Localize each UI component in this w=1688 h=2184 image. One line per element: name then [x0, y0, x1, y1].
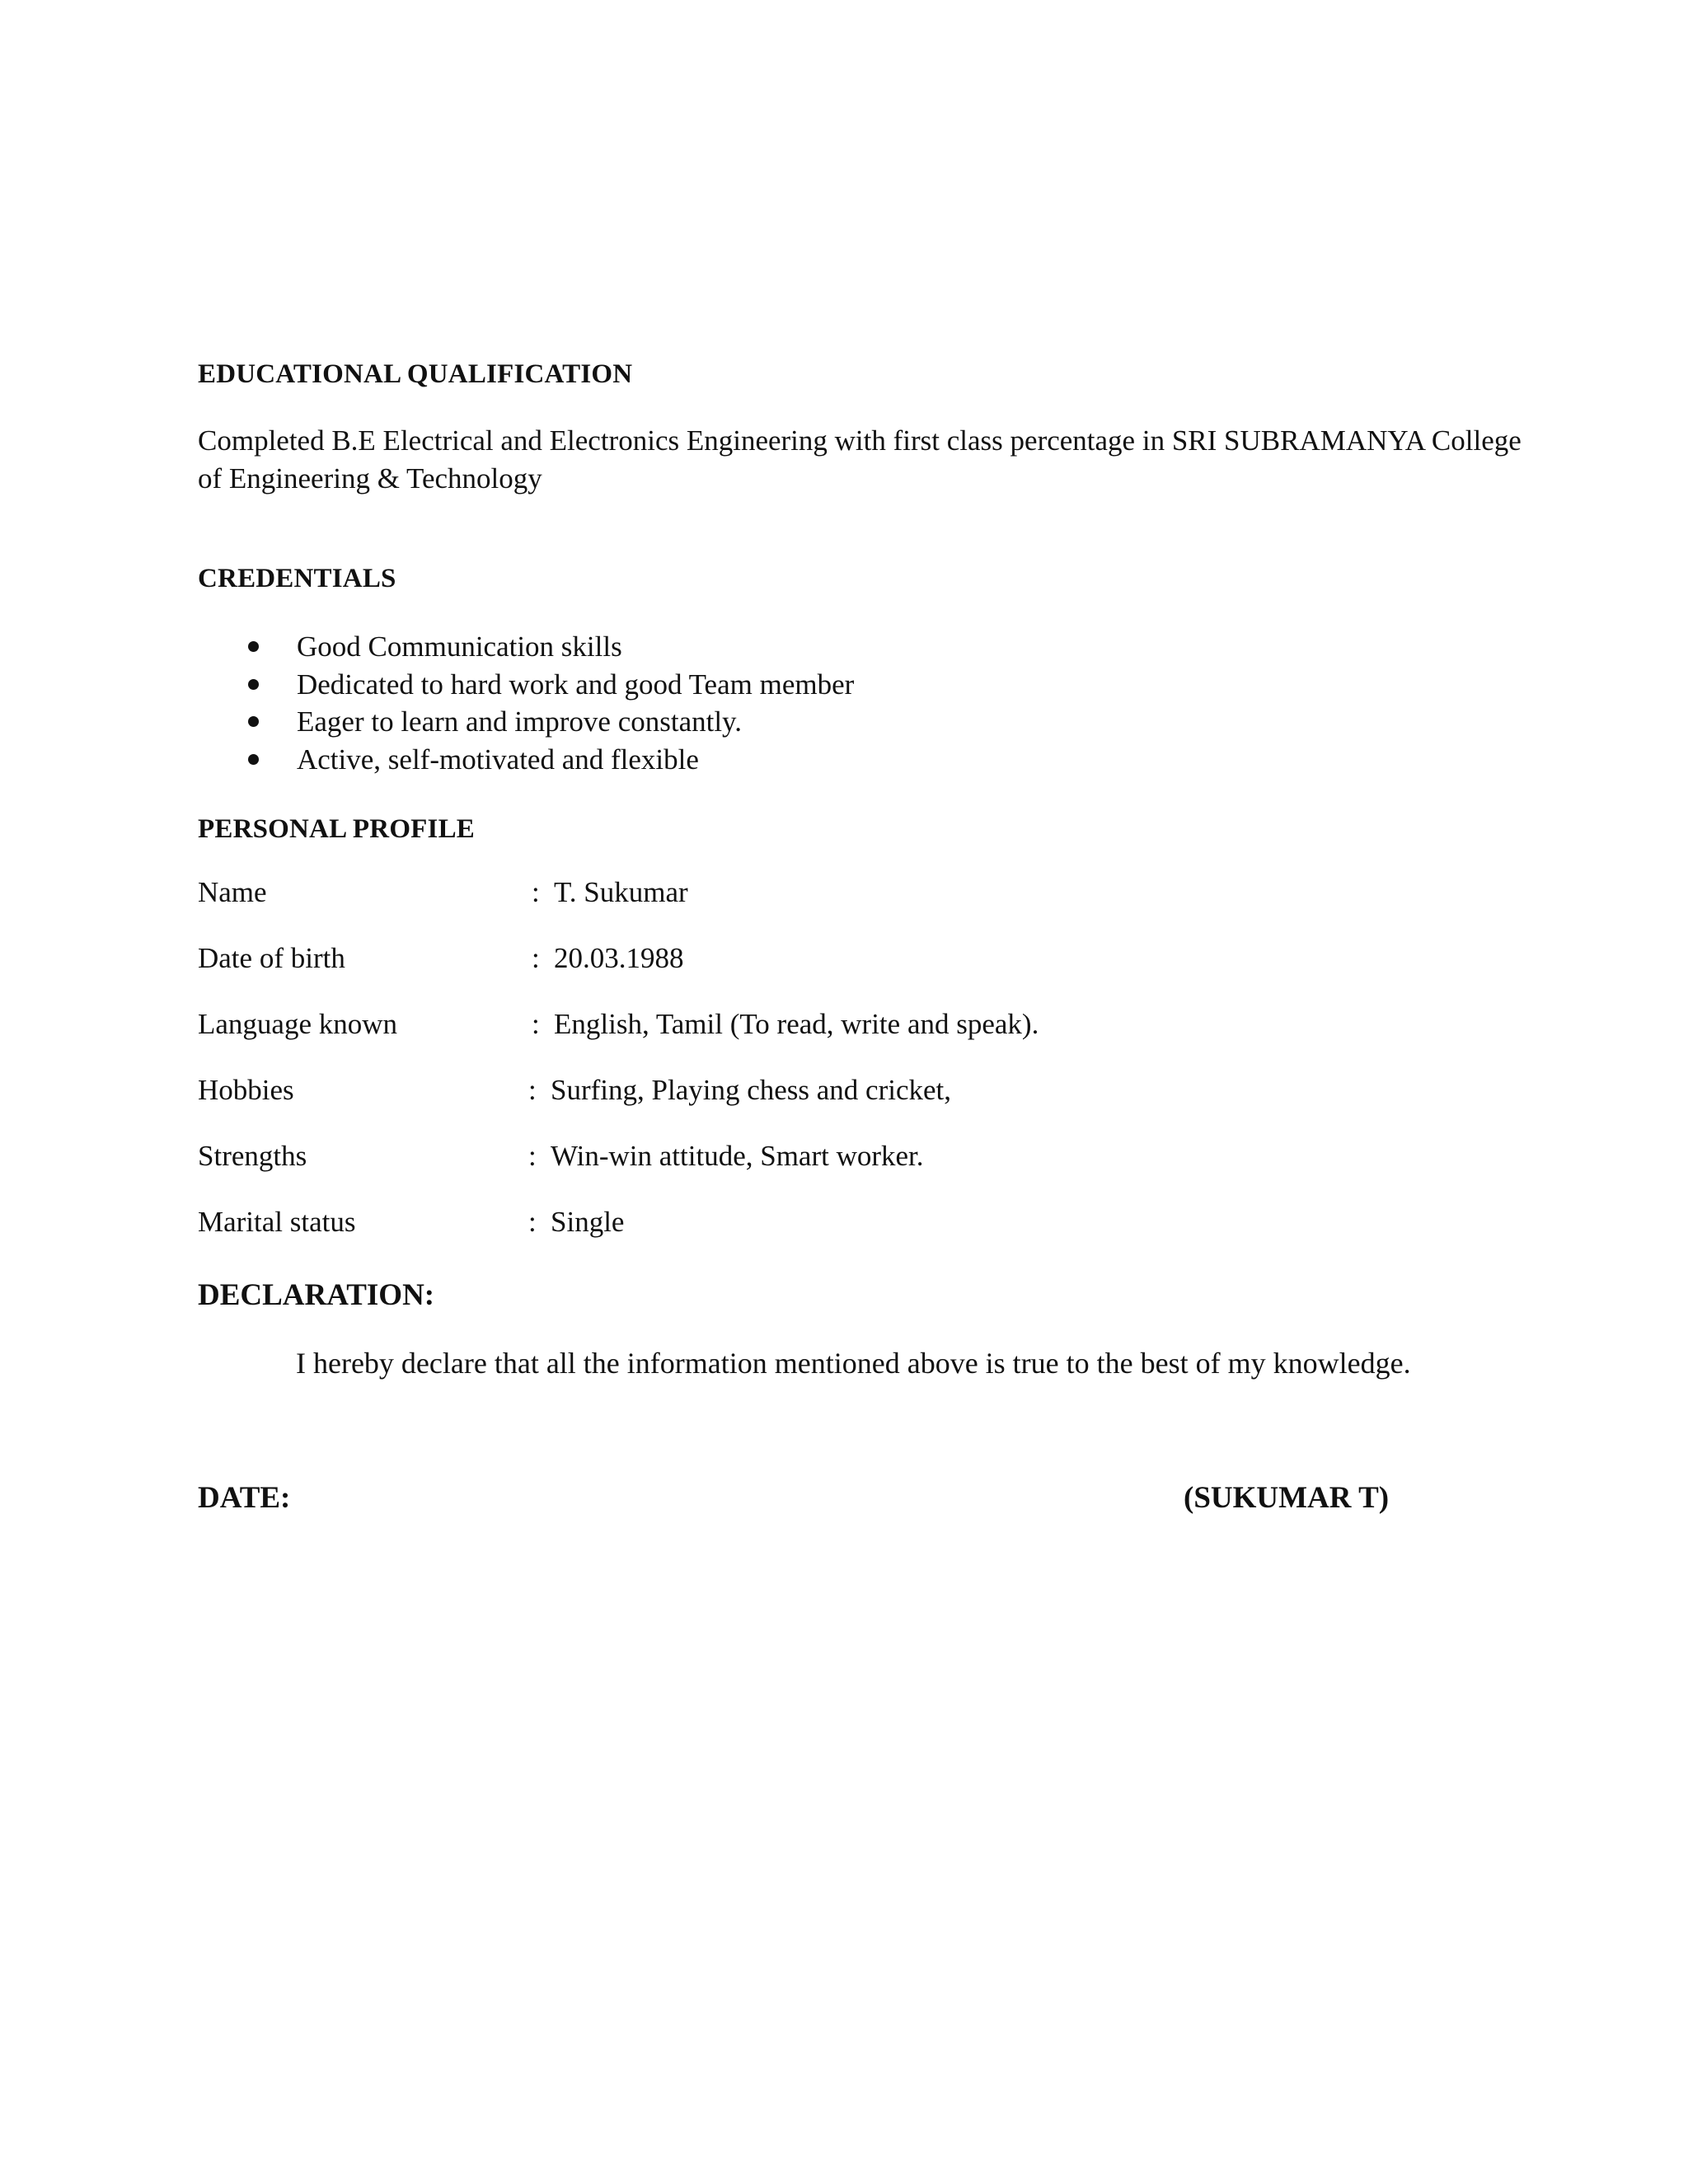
list-item	[198, 666, 854, 704]
profile-value: Single	[551, 1206, 625, 1238]
profile-separator: :	[528, 1206, 537, 1238]
bullet-icon	[248, 679, 259, 690]
list-item	[198, 703, 854, 741]
credential-text: Dedicated to hard work and good Team member	[297, 668, 855, 701]
credential-text: Eager to learn and improve constantly.	[297, 705, 743, 738]
profile-label: Strengths	[198, 1140, 307, 1172]
profile-label: Date of birth	[198, 942, 345, 974]
profile-row-marital-status	[198, 1203, 1434, 1241]
education-heading: EDUCATIONAL QUALIFICATION	[198, 359, 633, 389]
credentials-heading: CREDENTIALS	[198, 564, 396, 593]
declaration-text: I hereby declare that all the information mentioned above is true to the best of my knowledge.	[296, 1347, 1411, 1380]
profile-value: Surfing, Playing chess and cricket,	[551, 1074, 952, 1106]
date-label: DATE:	[198, 1481, 291, 1515]
profile-separator: :	[532, 942, 540, 974]
profile-separator: :	[528, 1074, 537, 1106]
bullet-icon	[248, 754, 259, 765]
bullet-icon	[248, 641, 259, 652]
profile-row-hobbies	[198, 1071, 1434, 1109]
profile-label: Marital status	[198, 1206, 356, 1238]
list-item	[198, 628, 854, 666]
profile-label: Name	[198, 876, 267, 908]
profile-heading: PERSONAL PROFILE	[198, 814, 476, 844]
credentials-list	[198, 628, 854, 778]
education-text: Completed B.E Electrical and Electronics Engineering with first class percentage in SRI SUBRAMANYA College of Engineering & Technology	[198, 424, 1522, 494]
profile-value: Win-win attitude, Smart worker.	[551, 1140, 924, 1172]
profile-separator: :	[532, 876, 540, 908]
profile-row-name	[198, 874, 1434, 912]
credential-text: Good Communication skills	[297, 630, 622, 663]
profile-value: T. Sukumar	[554, 876, 688, 908]
credential-text: Active, self-motivated and flexible	[297, 743, 699, 776]
signature-name: (SUKUMAR T)	[1184, 1481, 1390, 1515]
profile-label: Hobbies	[198, 1074, 294, 1106]
profile-value: 20.03.1988	[554, 942, 684, 974]
profile-value: English, Tamil (To read, write and speak).	[554, 1008, 1039, 1040]
profile-separator: :	[528, 1140, 537, 1172]
profile-row-strengths	[198, 1137, 1434, 1175]
profile-row-language	[198, 1005, 1434, 1043]
declaration-heading: DECLARATION:	[198, 1278, 435, 1312]
list-item	[198, 741, 854, 779]
profile-separator: :	[532, 1008, 540, 1040]
profile-row-dob	[198, 940, 1434, 977]
profile-label: Language known	[198, 1008, 398, 1040]
bullet-icon	[248, 716, 259, 727]
